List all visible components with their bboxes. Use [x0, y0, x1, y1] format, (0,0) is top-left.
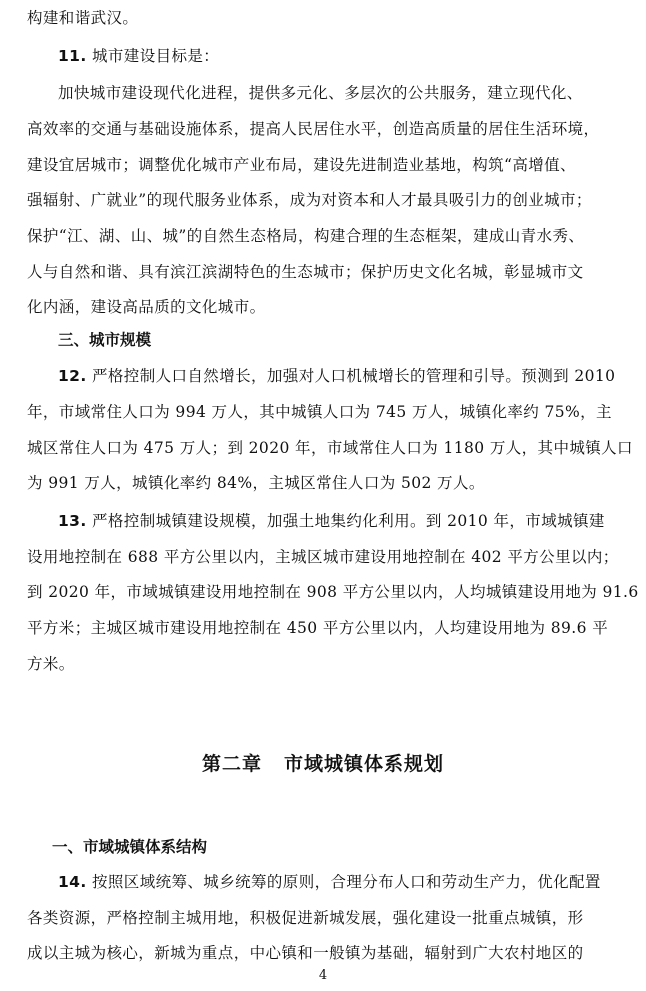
paragraph-line: 加快城市建设现代化进程，提供多元化、多层次的公共服务，建立现代化、 — [58, 84, 583, 102]
chapter-number: 第二章 — [201, 753, 262, 775]
paragraph-line: 保护“江、湖、山、城”的自然生态格局，构建合理的生态框架，建成山青水秀、 — [27, 227, 585, 245]
section-number: 11. — [58, 47, 87, 65]
paragraph-line: 人与自然和谐、具有滨江滨湖特色的生态城市；保护历史文化名城，彰显城市文 — [27, 263, 584, 281]
section-14-line — [58, 872, 601, 892]
paragraph-line: 建设宜居城市；调整优化城市产业布局，建设先进制造业基地，构筑“高增值、 — [27, 156, 576, 174]
paragraph-line: 成以主城为核心，新城为重点，中心镇和一般镇为基础，辐射到广大农村地区的 — [27, 944, 584, 962]
section-12-line — [58, 366, 615, 386]
section-title: 城市建设目标是： — [92, 47, 220, 65]
paragraph-line: 城区常住人口为 475 万人；到 2020 年，市域常住人口为 1180 万人，其中城镇人口 — [27, 439, 633, 457]
section-heading-city-scale: 三、城市规模 — [58, 330, 152, 349]
section-13-line — [58, 511, 605, 531]
paragraph-line: 各类资源，严格控制主城用地，积极促进新城发展，强化建设一批重点城镇，形 — [27, 909, 584, 927]
chapter-title — [0, 752, 646, 776]
paragraph-line: 到 2020 年，市域城镇建设用地控制在 908 平方公里以内，人均城镇建设用地为 91.6 — [27, 583, 639, 601]
page-number: 4 — [318, 968, 328, 983]
paragraph-line: 设用地控制在 688 平方公里以内，主城区城市建设用地控制在 402 平方公里以内； — [27, 548, 619, 566]
paragraph-line: 强辐射、广就业”的现代服务业体系，成为对资本和人才最具吸引力的创业城市； — [27, 191, 592, 209]
paragraph-line: 为 991 万人，城镇化率约 84%，主城区常住人口为 502 万人。 — [27, 474, 485, 492]
paragraph-text: 严格控制城镇建设规模，加强土地集约化利用。到 2010 年，市域城镇建 — [92, 512, 605, 530]
section-11-heading — [58, 46, 219, 66]
paragraph-line: 平方米；主城区城市建设用地控制在 450 平方公里以内，人均建设用地为 89.6 平 — [27, 619, 609, 637]
paragraph-text: 严格控制人口自然增长，加强对人口机械增长的管理和引导。预测到 2010 — [92, 367, 616, 385]
chapter-name: 市域城镇体系规划 — [284, 753, 445, 775]
paragraph-line: 化内涵，建设高品质的文化城市。 — [27, 298, 266, 316]
paragraph-line: 构建和谐武汉。 — [27, 9, 139, 27]
paragraph-line: 方米。 — [27, 655, 75, 673]
paragraph-text: 按照区域统筹、城乡统筹的原则，合理分布人口和劳动生产力，优化配置 — [92, 873, 601, 891]
section-number: 14. — [58, 873, 87, 891]
section-heading-structure: 一、市域城镇体系结构 — [52, 837, 208, 856]
section-number: 13. — [58, 512, 87, 530]
section-number: 12. — [58, 367, 87, 385]
paragraph-line: 年，市域常住人口为 994 万人，其中城镇人口为 745 万人，城镇化率约 75%，主 — [27, 403, 612, 421]
paragraph-line: 高效率的交通与基础设施体系，提高人民居住水平，创造高质量的居住生活环境， — [27, 120, 600, 138]
